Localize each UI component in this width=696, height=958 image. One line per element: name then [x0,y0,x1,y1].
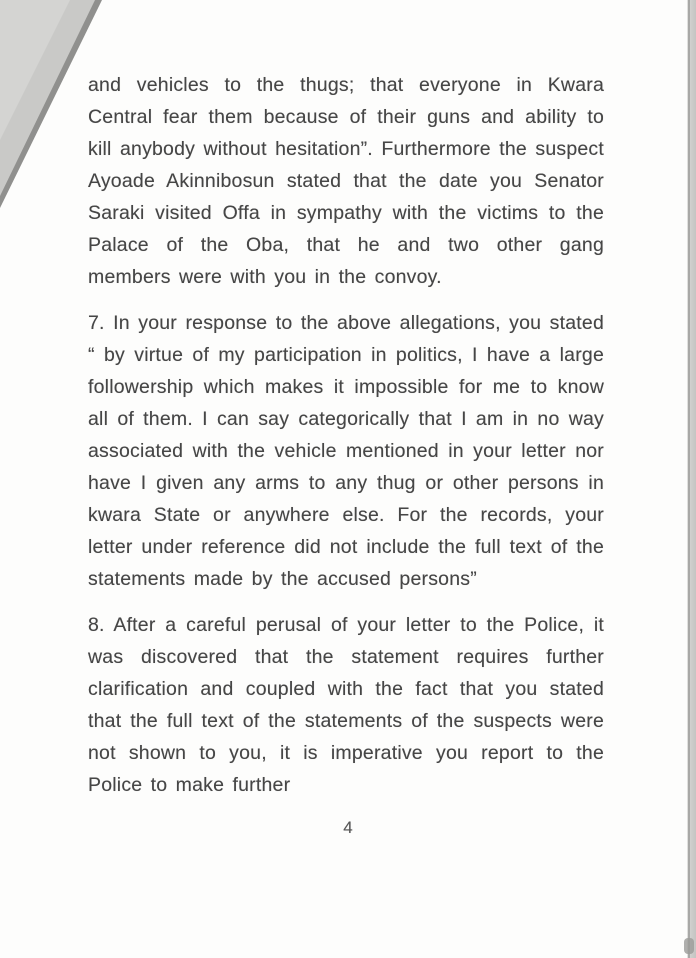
paragraph-continuation: and vehicles to the thugs; that everyone in Kwara Central fear them because of their guns and ability to kill anybody without hesitation”. Furthermore the suspect Ayoade Akinnibosun stated that the date you Senator Saraki visited Offa in sympathy with the victims to the Palace of the Oba, that he and two other gang members were with you in the convoy. [88,74,604,288]
page-edge-line [688,0,690,958]
paragraph-7: 7. In your response to the above allegations, you stated “ by virtue of my participation in politics, I have a large followership which makes it impossible for me to know all of them. I can say categorically that I am in no way associated with the vehicle mentioned in your letter nor have I given any arms to any thug or other persons in kwara State or anywhere else. For the records, your letter under reference did not include the full text of the statements made by the accused persons” [88,312,604,590]
page-edge-blob [684,938,694,954]
page-content [88,69,604,815]
paragraph-8: 8. After a careful perusal of your letter to the Police, it was discovered that the statement requires further clarification and coupled with the fact that you stated that the full text of the statements of the suspects were not shown to you, it is imperative you report to the Police to make further [88,614,604,796]
page-number: 4 [343,818,353,837]
